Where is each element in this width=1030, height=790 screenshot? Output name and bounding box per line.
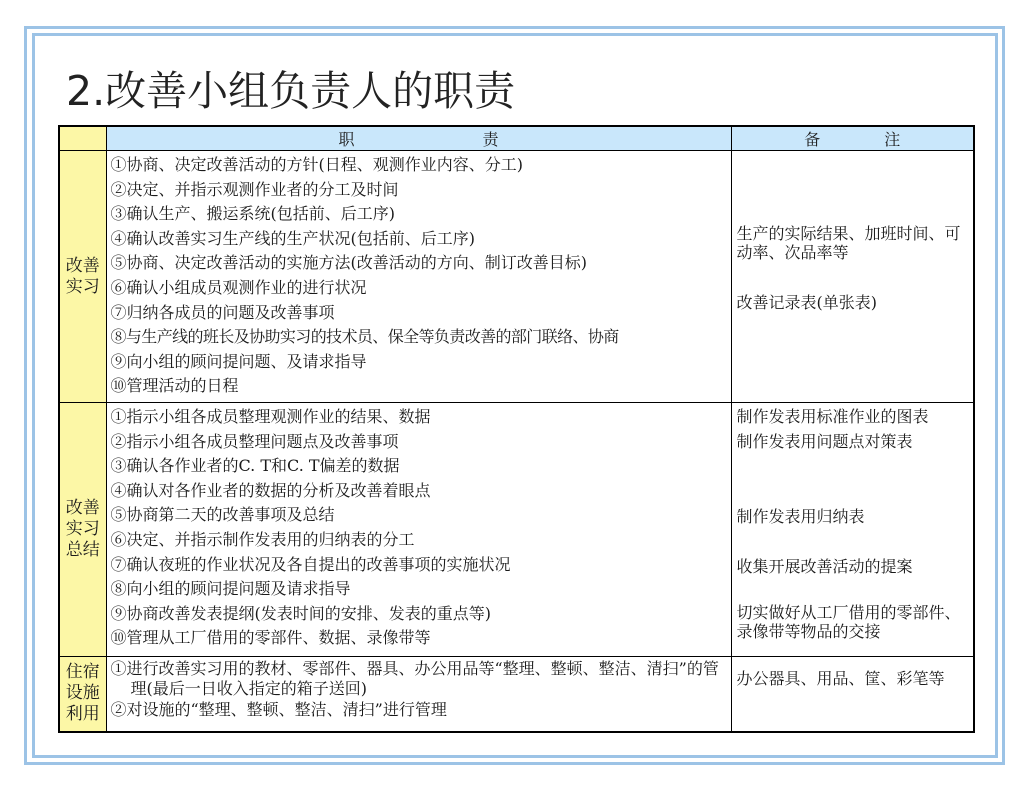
category-cell (59, 151, 106, 403)
duty-item: ⑤协商第二天的改善事项及总结 (110, 505, 335, 525)
category-label: 改善 (65, 255, 100, 276)
duty-item: ①进行改善实习用的教材、零部件、器具、办公用品等“整理、整顿、整洁、清扫”的管理(最后一日收入指定的箱子送回) (110, 659, 719, 698)
duty-item: ①协商、决定改善活动的方针(日程、观测作业内容、分工) (110, 155, 523, 174)
duty-item: ②对设施的“整理、整顿、整洁、清扫”进行管理 (110, 700, 447, 719)
duty-item: ⑨向小组的顾问提问题、及请求指导 (110, 351, 367, 371)
note-item: 切实做好从工厂借用的零部件、录像带等物品的交接 (736, 603, 961, 641)
duty-item: ②决定、并指示观测作业者的分工及时间 (110, 179, 399, 199)
note-item: 制作发表用归纳表 (736, 507, 865, 526)
notes-cell (731, 403, 974, 657)
note-item: 生产的实际结果、加班时间、可动率、次品率等 (736, 224, 961, 262)
duty-item: ③确认生产、搬运系统(包括前、后工序) (110, 204, 395, 224)
category-label: 总结 (65, 540, 100, 560)
note-item: 收集开展改善活动的提案 (736, 557, 913, 576)
category-label: 改善 (65, 498, 100, 518)
duty-item: ⑥确认小组成员观测作业的进行状况 (110, 277, 367, 297)
table-row (59, 403, 974, 657)
duty-item: ⑩管理从工厂借用的零部件、数据、录像带等 (110, 628, 431, 648)
page-title: 2.改善小组负责人的职责 (66, 67, 516, 115)
note-item: 制作发表用标准作业的图表 (736, 407, 929, 426)
duty-item: ⑤协商、决定改善活动的实施方法(改善活动的方向、制订改善目标) (110, 253, 587, 273)
notes-cell (731, 657, 974, 732)
duty-item: ⑦确认夜班的作业状况及各自提出的改善事项的实施状况 (110, 554, 511, 574)
category-cell (59, 403, 106, 657)
duties-cell (106, 151, 731, 403)
duties-cell (106, 657, 731, 732)
duties-cell (106, 403, 731, 657)
duties-table (58, 125, 975, 733)
category-label: 实习 (65, 276, 100, 297)
category-label: 住宿 (65, 662, 100, 683)
header-duties: 职 责 (106, 126, 731, 151)
duty-item: ②指示小组各成员整理问题点及改善事项 (110, 431, 399, 451)
duty-item: ⑧向小组的顾问提问题及请求指导 (110, 579, 351, 599)
header-notes: 备 注 (731, 126, 974, 151)
table-header-row (59, 126, 974, 151)
table-row (59, 657, 974, 732)
note-item: 改善记录表(单张表) (736, 293, 877, 312)
note-item: 办公器具、用品、筐、彩笔等 (736, 669, 945, 688)
duty-item: ⑦归纳各成员的问题及改善事项 (110, 302, 335, 322)
duty-item: ③确认各作业者的C. T和C. T偏差的数据 (110, 456, 400, 476)
category-label: 实习 (65, 519, 100, 539)
duty-item: ④确认对各作业者的数据的分析及改善着眼点 (110, 480, 431, 500)
duty-item: ①指示小组各成员整理观测作业的结果、数据 (110, 407, 431, 426)
category-label: 利用 (65, 704, 100, 725)
header-corner-cell (59, 126, 106, 151)
table-row (59, 151, 974, 403)
duty-item: ⑥决定、并指示制作发表用的归纳表的分工 (110, 529, 415, 549)
duty-item: ⑨协商改善发表提纲(发表时间的安排、发表的重点等) (110, 603, 491, 623)
category-cell (59, 657, 106, 732)
note-item: 制作发表用问题点对策表 (736, 432, 913, 451)
category-label: 设施 (65, 683, 100, 704)
duty-item: ⑩管理活动的日程 (110, 376, 239, 396)
duty-item: ④确认改善实习生产线的生产状况(包括前、后工序) (110, 228, 475, 248)
duty-item: ⑧与生产线的班长及协助实习的技术员、保全等负责改善的部门联络、协商 (110, 327, 619, 347)
notes-cell (731, 151, 974, 403)
